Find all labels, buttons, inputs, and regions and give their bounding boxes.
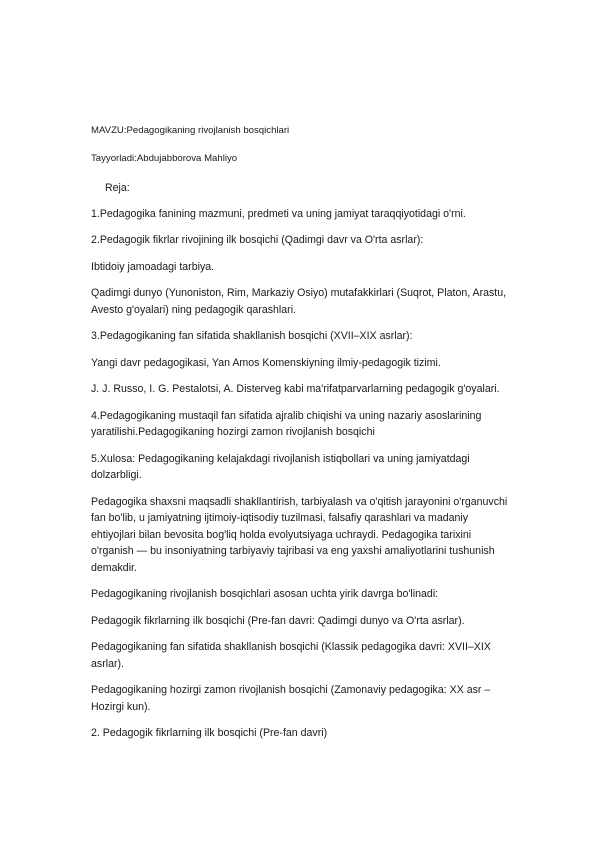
plan-subitem-primitive: Ibtidoiy jamoadagi tarbiya. bbox=[91, 260, 215, 273]
plan-item-5: 5.Xulosa: Pedagogikaning kelajakdagi rivojlanish istiqbollari va uning jamiyatdagi dolzarbligi. bbox=[91, 452, 470, 481]
body-paragraph-stages: Pedagogikaning rivojlanish bosqichlari asosan uchta yirik davrga bo'linadi: bbox=[91, 588, 439, 600]
stage-item-2: Pedagogikaning fan sifatida shakllanish bosqichi (Klassik pedagogika davri: XVII–XIX asrlar). bbox=[91, 641, 491, 670]
plan-item-1: 1.Pedagogika fanining mazmuni, predmeti va uning jamiyat taraqqiyotidagi o'rni. bbox=[91, 207, 466, 220]
document-page bbox=[91, 124, 511, 752]
author-line: Tayyorladi:Abdujabborova Mahliyo bbox=[91, 153, 238, 164]
section-heading-2: 2. Pedagogik fikrlarning ilk bosqichi (Pre-fan davri) bbox=[91, 727, 328, 739]
plan-item-2: 2.Pedagogik fikrlar rivojining ilk bosqichi (Qadimgi davr va O'rta asrlar): bbox=[91, 234, 424, 246]
stage-item-3: Pedagogikaning hozirgi zamon rivojlanish bosqichi (Zamonaviy pedagogika: XX asr – Hozirgi kun). bbox=[91, 684, 491, 713]
stage-item-1: Pedagogik fikrlarning ilk bosqichi (Pre-fan davri: Qadimgi dunyo va O'rta asrlar). bbox=[91, 614, 465, 627]
plan-subitem-ancient: Qadimgi dunyo (Yunoniston, Rim, Markaziy Osiyo) mutafakkirlari (Suqrot, Platon, Arastu, Avesto g'oyalari) ning pedagogik qarashlari. bbox=[91, 287, 507, 316]
plan-subitem-new-era: Yangi davr pedagogikasi, Yan Amos Komenskiyning ilmiy-pedagogik tizimi. bbox=[91, 356, 441, 369]
plan-item-4: 4.Pedagogikaning mustaqil fan sifatida ajralib chiqishi va uning nazariy asoslarining yaratilishi.Pedagogikaning hozirgi zamon rivojlanish bosqichi bbox=[91, 409, 482, 438]
body-paragraph-intro: Pedagogika shaxsni maqsadli shakllantirish, tarbiyalash va o'qitish jarayonini o'rganuvchi fan bo'lib, u jamiyatning ijtimoiy-iqtisodiy tuzilmasi, falsafiy qarashlari va madaniy ehtiyojlari bilan bevosita bog'liq holda evolyutsiyaga uchraydi. Pedagogika tarixini o'rganish — bu insoniyatning tarbiyaviy tajribasi va eng yaxshi amaliyotlarini tushunish demakdir. bbox=[91, 495, 508, 574]
plan-item-3: 3.Pedagogikaning fan sifatida shakllanish bosqichi (XVII–XIX asrlar): bbox=[91, 330, 413, 342]
plan-title: Reja: bbox=[105, 182, 130, 194]
topic-line: MAVZU:Pedagogikaning rivojlanish bosqichlari bbox=[91, 125, 290, 136]
plan-subitem-enlighteners: J. J. Russo, I. G. Pestalotsi, A. Disterveg kabi ma'rifatparvarlarning pedagogik g'oyalari. bbox=[91, 383, 500, 395]
